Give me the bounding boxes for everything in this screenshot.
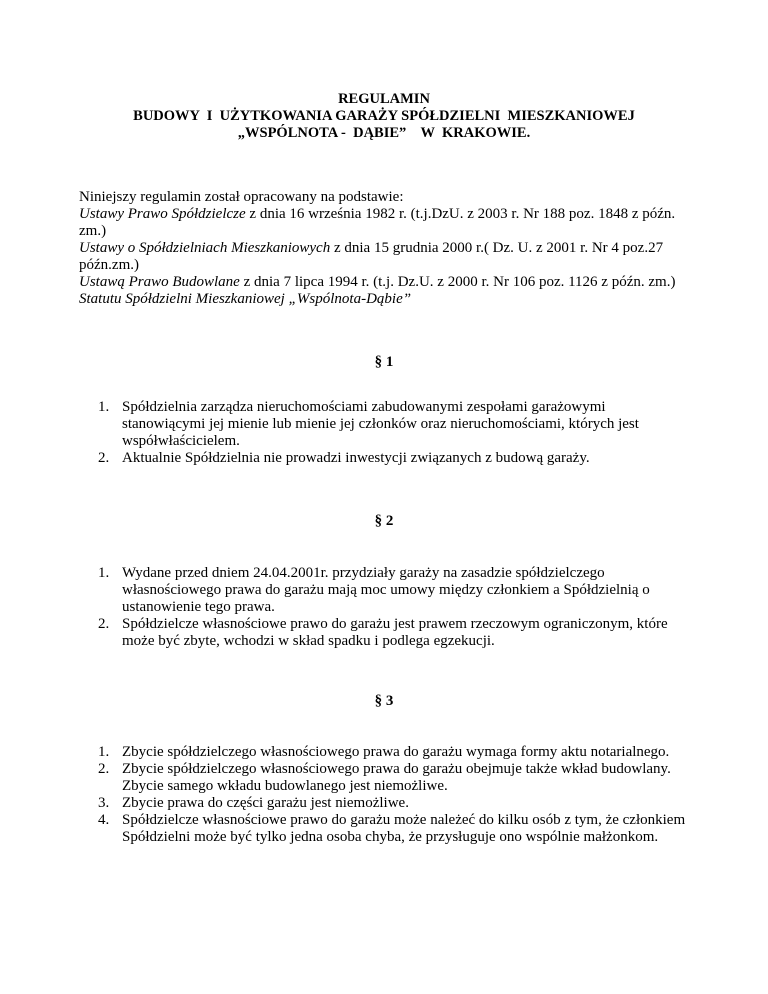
legal-basis <box>79 189 699 308</box>
legal-source <box>79 274 699 291</box>
legal-source <box>79 206 699 240</box>
item-number: 2. <box>98 450 110 466</box>
legal-source-name: Statutu Spółdzielni Mieszkaniowej „Wspólnota-Dąbie” <box>79 291 412 307</box>
legal-source-details: z dnia 16 września 1982 r. (t.j.DzU. z 2003 r. Nr 188 poz. 1848 z późn. zm.) <box>79 206 676 239</box>
section-3-list <box>79 744 689 846</box>
section-1-list <box>79 399 689 467</box>
section-heading: § 2 <box>374 513 394 529</box>
document-title <box>0 91 768 142</box>
legal-basis-lead: Niniejszy regulamin został opracowany na podstawie: <box>79 189 404 205</box>
legal-source-details: z dnia 7 lipca 1994 r. (t.j. Dz.U. z 2000 r. Nr 106 poz. 1126 z późn. zm.) <box>239 274 676 290</box>
legal-source <box>79 291 699 308</box>
item-number: 1. <box>98 565 110 581</box>
list-item <box>79 565 689 616</box>
item-number: 1. <box>98 399 110 415</box>
item-number: 2. <box>98 616 110 632</box>
list-item <box>79 795 689 812</box>
item-extra-text: Zbycie samego wkładu budowlanego jest niemożliwe. <box>122 778 448 794</box>
list-item <box>79 399 689 450</box>
item-number: 3. <box>98 795 110 811</box>
item-text: Aktualnie Spółdzielnia nie prowadzi inwestycji związanych z budową garaży. <box>122 450 590 466</box>
title-line-3: „WSPÓLNOTA - DĄBIE” W KRAKOWIE. <box>237 125 531 141</box>
legal-source-details: z dnia 15 grudnia 2000 r.( Dz. U. z 2001 r. Nr 4 poz.27 późn.zm.) <box>79 240 664 273</box>
item-number: 1. <box>98 744 110 760</box>
list-item <box>79 744 689 761</box>
item-text: Spółdzielcze własnościowe prawo do garażu jest prawem rzeczowym ograniczonym, które może być zbyte, wchodzi w skład spadku i podlega egzekucji. <box>122 616 668 649</box>
item-text: Zbycie prawa do części garażu jest niemożliwe. <box>122 795 409 811</box>
list-item <box>79 616 689 650</box>
item-number: 2. <box>98 761 110 777</box>
legal-source-name: Ustawą Prawo Budowlane <box>79 274 240 290</box>
item-text: Spółdzielnia zarządza nieruchomościami zabudowanymi zespołami garażowymi stanowiącymi jej mienie lub mienie jej członków oraz nieruchomościami, których jest współwłaścicielem. <box>122 399 639 449</box>
item-text: Zbycie spółdzielczego własnościowego prawa do garażu wymaga formy aktu notarialnego. <box>122 744 670 760</box>
item-number: 4. <box>98 812 110 828</box>
section-heading: § 3 <box>374 693 394 709</box>
section-heading: § 1 <box>374 354 394 370</box>
list-item <box>79 761 689 795</box>
legal-source-name: Ustawy o Spółdzielniach Mieszkaniowych <box>79 240 331 256</box>
item-text: Wydane przed dniem 24.04.2001r. przydziały garaży na zasadzie spółdzielczego własnościowego prawa do garażu mają moc umowy między członkiem a Spółdzielnią o ustanowienie tego prawa. <box>122 565 650 615</box>
section-2-list <box>79 565 689 650</box>
list-item <box>79 450 689 467</box>
title-line-1: REGULAMIN <box>338 91 430 107</box>
legal-source <box>79 240 699 274</box>
item-text: Zbycie spółdzielczego własnościowego prawa do garażu obejmuje także wkład budowlany. <box>122 761 671 777</box>
list-item <box>79 812 689 846</box>
legal-source-name: Ustawy Prawo Spółdzielcze <box>79 206 246 222</box>
title-line-2: BUDOWY I UŻYTKOWANIA GARAŻY SPÓŁDZIELNI MIESZKANIOWEJ <box>133 108 635 124</box>
item-text: Spółdzielcze własnościowe prawo do garażu może należeć do kilku osób z tym, że członkiem Spółdzielni może być tylko jedna osoba chyba, że przysługuje ono wspólnie małżonkom. <box>122 812 686 845</box>
